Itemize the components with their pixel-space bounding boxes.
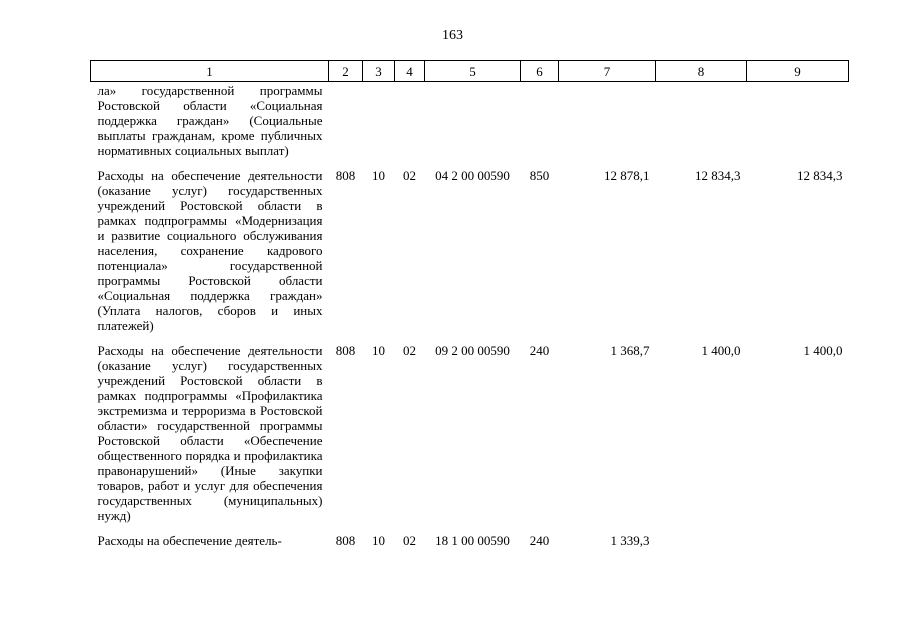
expense-description: Расходы на обеспечение деятельности (оказание услуг) государственных учреждений Ростовской области в рамках подпрограммы «Профилактика экстремизма и терроризма в Ростовской области» государственной программы Ростовской области «Обеспечение общественного порядка и профилактика правонарушений» (Иные закупки товаров, работ и услуг для обеспечения государственных (муниципальных) нужд): [97, 343, 323, 523]
amount-column-9: [747, 82, 849, 167]
amount-column-7: [559, 82, 656, 167]
subsection-code: [395, 82, 425, 167]
subsection-code: 02: [403, 533, 416, 548]
amount-column-9: 1 400,0: [803, 343, 843, 358]
column-number-2: 2: [329, 61, 363, 82]
column-number-9: 9: [747, 61, 849, 82]
section-code: 10: [372, 533, 385, 548]
column-number-5: 5: [425, 61, 521, 82]
column-number-4: 4: [395, 61, 425, 82]
section-code: 10: [372, 343, 385, 358]
header-row: [91, 61, 849, 82]
table-row: [91, 82, 849, 167]
ministry-code: 808: [335, 343, 356, 358]
amount-column-8: [656, 531, 747, 556]
column-number-7: 7: [559, 61, 656, 82]
expense-type-code: 240: [529, 533, 550, 548]
amount-column-8: [656, 82, 747, 167]
expense-type-code: [521, 82, 559, 167]
amount-column-7: 1 368,7: [610, 343, 650, 358]
expense-description: ла» государственной программы Ростовской области «Социальная поддержка граждан» (Социальные выплаты гражданам, кроме публичных нормативных социальных выплат): [97, 83, 323, 158]
amount-column-9: 12 834,3: [797, 168, 843, 183]
amount-column-8: 12 834,3: [695, 168, 741, 183]
ministry-code: [329, 82, 363, 167]
target-article-code: [425, 82, 521, 167]
table-row: [91, 341, 849, 531]
subsection-code: 02: [403, 343, 416, 358]
section-code: 10: [372, 168, 385, 183]
target-article-code: 18 1 00 00590: [435, 533, 510, 548]
subsection-code: 02: [403, 168, 416, 183]
expense-type-code: 850: [529, 168, 550, 183]
page-number: 163: [442, 28, 463, 43]
target-article-code: 09 2 00 00590: [435, 343, 510, 358]
expense-description: Расходы на обеспечение деятель-: [97, 533, 282, 548]
amount-column-7: 12 878,1: [604, 168, 650, 183]
ministry-code: 808: [335, 168, 356, 183]
table-header: [91, 61, 849, 82]
table-body: [91, 82, 849, 557]
section-code: [363, 82, 395, 167]
column-number-6: 6: [521, 61, 559, 82]
budget-table: [90, 60, 849, 556]
expense-type-code: 240: [529, 343, 550, 358]
table-row: [91, 531, 849, 556]
column-number-1: 1: [91, 61, 329, 82]
table-row: [91, 166, 849, 341]
column-number-3: 3: [363, 61, 395, 82]
expense-description: Расходы на обеспечение деятельности (оказание услуг) государственных учреждений Ростовской области в рамках подпрограммы «Модернизация и развитие социального обслуживания населения, сохранение кадрового потенциала» государственной программы Ростовской области «Социальная поддержка граждан» (Уплата налогов, сборов и иных платежей): [97, 168, 323, 333]
amount-column-8: 1 400,0: [701, 343, 741, 358]
column-number-8: 8: [656, 61, 747, 82]
amount-column-7: 1 339,3: [610, 533, 650, 548]
target-article-code: 04 2 00 00590: [435, 168, 510, 183]
amount-column-9: [747, 531, 849, 556]
ministry-code: 808: [335, 533, 356, 548]
